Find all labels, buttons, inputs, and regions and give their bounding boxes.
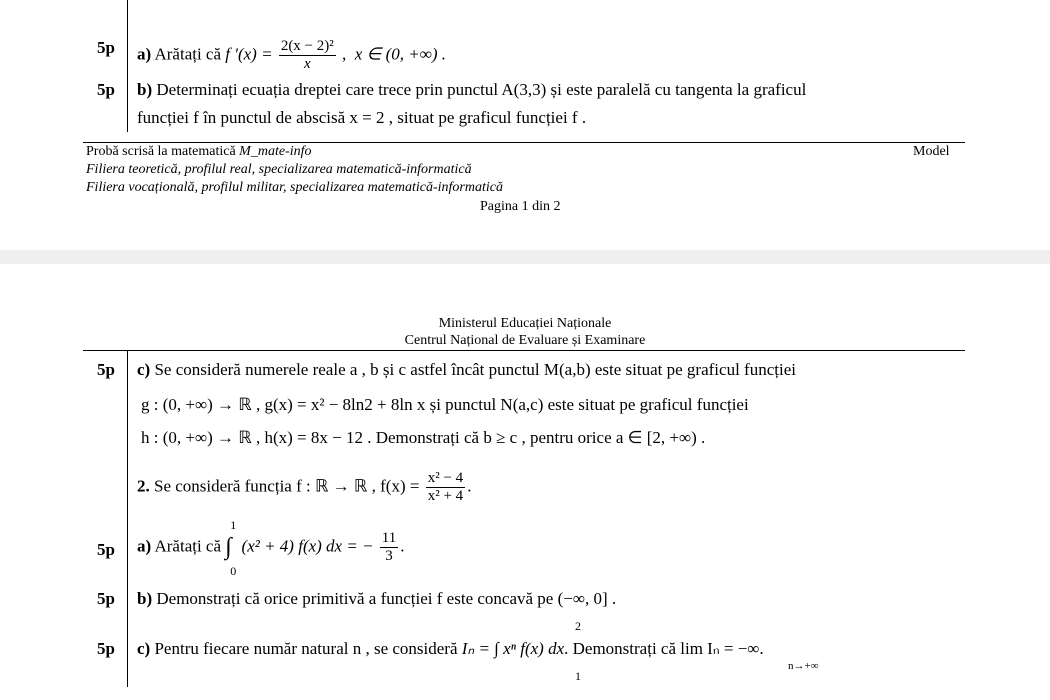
integral-expr: (x² + 4) f(x) dx = − — [241, 536, 374, 556]
footer-code: M_mate-info — [239, 144, 312, 159]
item-text: Arătați că — [151, 536, 226, 556]
fraction: $\frac{\text{x² − 4}}{\text{x² + 4}}$ — [427, 470, 464, 504]
problem-label: 2. — [137, 476, 150, 496]
points-label: 5p — [97, 38, 115, 57]
item-text: Se consideră numerele reale a , b și c astfel încât punctul M(a,b) este situat pe graficul funcției — [150, 360, 796, 379]
points-label: 5p — [97, 639, 115, 658]
item-label: a) — [137, 44, 152, 64]
item-c — [137, 360, 796, 380]
page-separator — [0, 250, 1050, 264]
points-column-line — [127, 351, 128, 687]
item-text: Demonstrați că orice primitivă a funcției f este concavă pe (−∞, 0] . — [152, 589, 617, 608]
item-a: a) Arătați că f ′(x) = $\frac{\text{2(x − 2)²}}{x}$ , x ∈ (0, +∞) . — [137, 38, 447, 72]
problem-2: 2. Se consideră funcția f : ℝ → ℝ , f(x) = $\frac{\text{x² − 4}}{\text{x² + 4}}$ . — [137, 470, 472, 504]
integral-upper: 2 — [575, 619, 581, 633]
item-label: c) — [137, 639, 151, 658]
integral-expr: Iₙ = ∫ xⁿ f(x) dx — [461, 639, 565, 658]
header-center: Centrul Național de Evaluare și Examinare — [404, 333, 646, 348]
integral-sign: ∫ 1 0 — [225, 518, 237, 578]
points-label: 5p — [97, 589, 115, 608]
points-column-line — [127, 0, 128, 132]
item-label: c) — [137, 360, 151, 379]
footer-rule — [83, 142, 965, 143]
footer-text: Probă scrisă la matematică — [86, 144, 240, 159]
page-number: Pagina 1 din 2 — [480, 199, 561, 214]
item-c-line3: h : (0, +∞) → ℝ , h(x) = 8x − 12 . Demonstrați că b ≥ c , pentru orice a ∈ [2, +∞) . — [141, 428, 706, 447]
formula: f ′(x) = — [225, 44, 273, 64]
integral-lower: 1 — [575, 669, 581, 683]
page-2 — [0, 264, 1050, 700]
item-2c — [137, 639, 764, 659]
item-label: a) — [137, 536, 152, 556]
points-label: 5p — [97, 540, 115, 559]
item-text: Determinați ecuația dreptei care trece prin punctul A(3,3) și este paralelă cu tangenta la graficul — [152, 80, 807, 99]
item-2a: a) Arătați că ∫ 1 0 (x² + 4) f(x) dx = − $\frac{11}{3}$ . — [137, 518, 405, 578]
footer-line2: Filiera teoretică, profilul real, specializarea matematică-informatică — [86, 162, 472, 177]
fraction: $\frac{11}{3}$ — [381, 530, 397, 564]
item-b — [137, 80, 806, 100]
fraction: $\frac{\text{2(x − 2)²}}{x}$ — [280, 38, 334, 72]
footer-line3: Filiera vocațională, profilul militar, specializarea matematică-informatică — [86, 180, 503, 195]
points-label: 5p — [97, 360, 115, 379]
header-ministry: Ministerul Educației Naționale — [438, 316, 612, 331]
item-tail: . Demonstrați că lim Iₙ = −∞. — [564, 639, 764, 658]
item-b-line2: funcției f în punctul de abscisă x = 2 , situat pe graficul funcției f . — [137, 108, 587, 127]
item-c-line2: g : (0, +∞) → ℝ , g(x) = x² − 8ln2 + 8ln x și punctul N(a,c) este situat pe graficul funcției — [141, 395, 749, 414]
page-1 — [0, 0, 1050, 250]
item-label: b) — [137, 80, 153, 99]
limit-subscript: n→+∞ — [788, 660, 819, 672]
item-2b — [137, 589, 616, 609]
problem-text: Se consideră funcția f : ℝ → ℝ , f(x) = — [149, 476, 424, 496]
footer-model: Model — [913, 144, 950, 159]
item-text: Pentru fiecare număr natural n , se consideră — [150, 639, 462, 658]
header-rule — [83, 350, 965, 351]
points-label: 5p — [97, 80, 115, 99]
footer-line1 — [86, 144, 312, 160]
item-label: b) — [137, 589, 153, 608]
item-text: Arătați că — [151, 44, 226, 64]
